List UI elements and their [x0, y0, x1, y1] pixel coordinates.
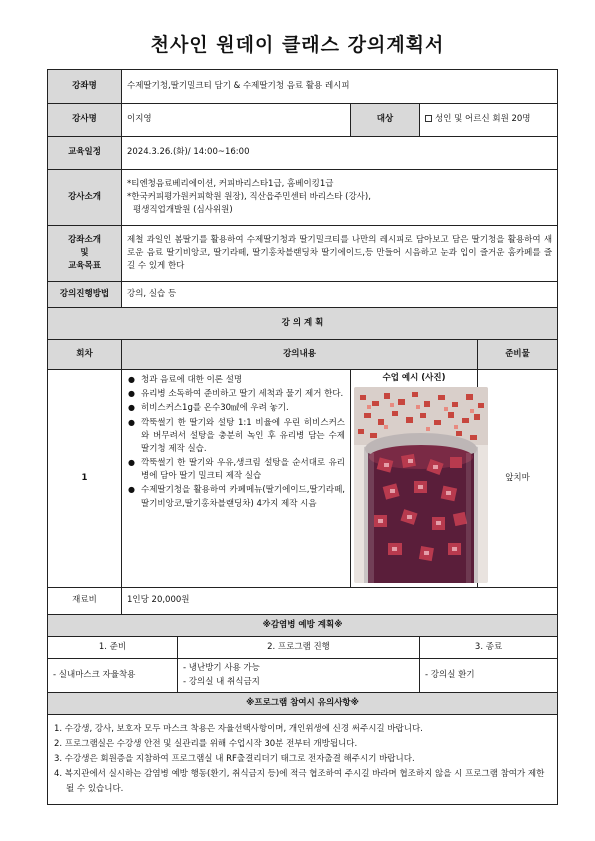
list-item: ● 청과 음료에 대한 이론 설명: [127, 374, 345, 387]
session-content: [122, 370, 351, 588]
list-item: 3. 수강생은 회원증을 지참하여 프로그램실 내 RF출결리더기 태그로 전자출결 해주시기 바랍니다.: [54, 754, 415, 765]
course-label: 강좌명: [48, 70, 122, 104]
col-prep: 준비물: [478, 340, 558, 370]
method-label: 강의진행방법: [48, 282, 122, 308]
infection-title: ※감염병 예방 계획※: [48, 615, 558, 637]
bio-value: *티엔청음료베리에이션, 커피바리스타1급, 홈베이킹1급 *한국커피평가원커피학원 원장), 직산읍주민센터 바리스타 (강사), 평생직업개발원 (심사위원): [122, 170, 558, 226]
instructor-value: 이지영: [122, 104, 351, 137]
target-value: 성인 및 어르신 회원 20명: [420, 104, 558, 137]
plan-section-title: 강 의 계 획: [48, 308, 558, 340]
list-item: ● 히비스커스1g를 온수30㎖에 우려 놓기.: [127, 402, 345, 415]
target-label: 대상: [351, 104, 420, 137]
fee-label: 재료비: [48, 588, 122, 615]
checkbox-icon: [425, 115, 432, 122]
prep-value: 앞치마: [478, 370, 558, 588]
infection-prepare-value: - 실내마스크 자율착용: [48, 659, 178, 693]
date-value: 2024.3.26.(화)/ 14:00~16:00: [122, 137, 558, 170]
photo-title: 수업 예시 (사진): [382, 373, 446, 383]
bio-label: 강사소개: [48, 170, 122, 226]
infection-end-value: - 강의실 환기: [420, 659, 558, 693]
photo-cell: [351, 370, 478, 588]
infection-col-end: 3. 종료: [420, 637, 558, 659]
notes-list: [48, 715, 558, 805]
method-value: 강의, 실습 등: [122, 282, 558, 308]
notes-title: ※프로그램 참여시 유의사항※: [48, 693, 558, 715]
infection-progress-value: - 냉난방기 사용 가능 - 강의실 내 취식금지: [178, 659, 420, 693]
list-item: 2. 프로그램실은 수강생 안전 및 실관리를 위해 수업시작 30분 전부터 개방됩니다.: [54, 739, 358, 750]
date-label: 교육일정: [48, 137, 122, 170]
course-value: 수제딸기청,딸기밀크티 담기 & 수제딸기청 음료 활용 레시피: [122, 70, 558, 104]
instructor-label: 강사명: [48, 104, 122, 137]
list-item: ● 깍뚝썰기 한 딸기와 우유,생크림 설탕을 순서대로 유리병에 담아 딸기 밀크티 제작 실습: [127, 457, 345, 483]
course-plan-table: [47, 69, 558, 805]
goal-label: 강좌소개 및 교육목표: [48, 226, 122, 282]
goal-value: 제철 과일인 봄딸기를 활용하여 수제딸기청과 딸기밀크티를 나만의 레시피로 담아보고 담은 딸기청을 활용하여 새로운 음료 딸기비앙코, 딸기라떼, 딸기홍차블랜딩차 딸기에이드,등 만들어 시음하고 눈과 입이 즐거운 홈카페를 즐길 수 있게 한다: [122, 226, 558, 282]
infection-col-prepare: 1. 준비: [48, 637, 178, 659]
list-item: 4. 복지관에서 실시하는 감염병 예방 행동(환기, 취식금지 등)에 적극 협조하여 주시길 바라며 협조하지 않을 시 프로그램 참여가 제한될 수 있습니다.: [54, 768, 545, 794]
col-session: 회차: [48, 340, 122, 370]
list-item: ● 유리병 소독하여 준비하고 딸기 세척과 물기 제거 한다.: [127, 388, 345, 401]
col-content: 강의내용: [122, 340, 478, 370]
strawberry-jar-photo: [354, 387, 488, 583]
fee-value: 1인당 20,000원: [122, 588, 558, 615]
document-title: 천사인 원데이 클래스 강의계획서: [150, 34, 445, 56]
list-item: ● 깍뚝썰기 한 딸기와 설탕 1:1 비율에 우린 히비스커스와 버무려서 설탕을 충분히 녹인 후 유리병 담는 수제 딸기청 제작 실습.: [127, 417, 345, 457]
list-item: 1. 수강생, 강사, 보호자 모두 마스크 착용은 자율선택사항이며, 개인위생에 신경 써주시길 바랍니다.: [54, 724, 423, 735]
list-item: ● 수제딸기청을 활용하여 카페메뉴(딸기에이드,딸기라떼,딸기비앙코,딸기홍차블랜딩차) 4가지 제작 시음: [127, 484, 345, 510]
session-number: 1: [48, 370, 122, 588]
infection-col-progress: 2. 프로그램 진행: [178, 637, 420, 659]
content-list: [127, 374, 345, 511]
